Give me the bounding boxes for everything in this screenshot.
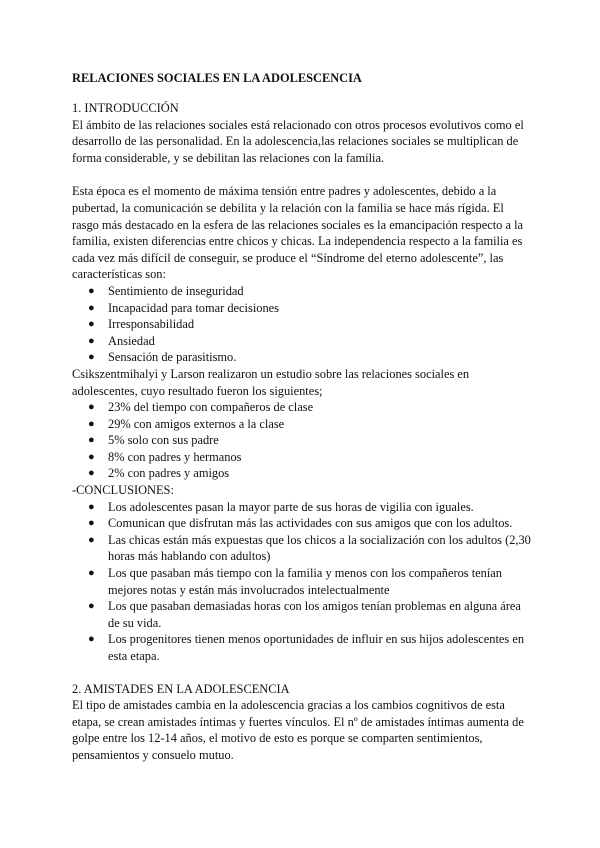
bullet-icon: ● bbox=[88, 284, 95, 297]
bullet-icon: ● bbox=[88, 450, 95, 463]
list-item bbox=[88, 532, 532, 565]
bullet-icon: ● bbox=[88, 467, 95, 480]
list-item bbox=[88, 499, 532, 516]
section-1-paragraph-2: Esta época es el momento de máxima tensión entre padres y adolescentes, debido a la pubertad, la comunicación se debilita y la relación con la familia se hace más rígida. El rasgo más destacado en la esfera de las relaciones sociales es la emancipación respecto a la familia, existen diferencias entre chicos y chicas. La independencia respecto a la familia es cada vez más difícil de conseguir, se produce el “Síndrome del eterno adolescente”, las características son: bbox=[72, 184, 524, 282]
list-item-text: Sensación de parasitismo. bbox=[108, 350, 237, 365]
list-item-text: Los que pasaban más tiempo con la familia y menos con los compañeros tenían mejores notas y están más involucrados intelectualmente bbox=[108, 566, 502, 597]
bullet-icon: ● bbox=[88, 334, 95, 347]
characteristics-list bbox=[72, 283, 532, 366]
section-2 bbox=[72, 681, 532, 764]
list-item-text: Los progenitores tienen menos oportunidades de influir en sus hijos adolescentes en esta etapa. bbox=[108, 632, 525, 663]
list-item bbox=[88, 465, 532, 482]
list-item bbox=[88, 416, 532, 433]
list-item-text: Ansiedad bbox=[108, 333, 155, 348]
list-item bbox=[88, 283, 532, 300]
bullet-icon: ● bbox=[88, 500, 95, 513]
list-item bbox=[88, 515, 532, 532]
list-item-text: Los adolescentes pasan la mayor parte de sus horas de vigilia con iguales. bbox=[108, 499, 474, 514]
list-item-text: 29% con amigos externos a la clase bbox=[108, 416, 285, 431]
list-item-text: 8% con padres y hermanos bbox=[108, 449, 242, 464]
list-item-text: 23% del tiempo con compañeros de clase bbox=[108, 400, 314, 415]
bullet-icon: ● bbox=[88, 600, 95, 613]
conclusions-label: -CONCLUSIONES: bbox=[72, 483, 174, 498]
list-item bbox=[88, 349, 532, 366]
document-body bbox=[72, 70, 532, 764]
bullet-icon: ● bbox=[88, 633, 95, 646]
list-item bbox=[88, 333, 532, 350]
list-item-text: Las chicas están más expuestas que los chicos a la socialización con los adultos (2,30 horas más hablando con adultos) bbox=[108, 532, 531, 564]
list-item-text: Los que pasaban demasiadas horas con los amigos tenían problemas en alguna área de su vida. bbox=[108, 599, 521, 630]
section-1-paragraph-1: El ámbito de las relaciones sociales está relacionado con otros procesos evolutivos como el desarrollo de las personalidad. En la adolescencia,las relaciones sociales se multiplican de forma considerable, y se debilitan las relaciones con la familia. bbox=[72, 117, 524, 165]
bullet-icon: ● bbox=[88, 318, 95, 331]
list-item bbox=[88, 449, 532, 466]
list-item-text: 5% solo con sus padre bbox=[108, 433, 219, 448]
list-item bbox=[88, 399, 532, 416]
section-2-heading: 2. AMISTADES EN LA ADOLESCENCIA bbox=[72, 681, 290, 696]
section-2-paragraph-1: El tipo de amistades cambia en la adolescencia gracias a los cambios cognitivos de esta etapa, se crean amistades íntimas y fuertes vínculos. El nº de amistades íntimas aumenta de golpe entre los 12-14 años, el motivo de esto es porque se comparten sentimientos, pensamientos y consuelo mutuo. bbox=[72, 698, 524, 762]
bullet-icon: ● bbox=[88, 533, 95, 546]
list-item bbox=[88, 631, 532, 664]
list-item bbox=[88, 300, 532, 317]
bullet-icon: ● bbox=[88, 567, 95, 580]
list-item bbox=[88, 565, 532, 598]
bullet-icon: ● bbox=[88, 301, 95, 314]
list-item bbox=[88, 432, 532, 449]
list-item bbox=[88, 598, 532, 631]
list-item-text: Comunican que disfrutan más las actividades con sus amigos que con los adultos. bbox=[108, 516, 513, 531]
list-item-text: Incapacidad para tomar decisiones bbox=[108, 300, 279, 315]
study-results-list bbox=[72, 399, 532, 482]
list-item-text: 2% con padres y amigos bbox=[108, 466, 230, 481]
bullet-icon: ● bbox=[88, 434, 95, 447]
bullet-icon: ● bbox=[88, 351, 95, 364]
list-item bbox=[88, 316, 532, 333]
section-1-heading: 1. INTRODUCCIÓN bbox=[72, 101, 179, 115]
section-1-paragraph-3: Csikszentmihalyi y Larson realizaron un estudio sobre las relaciones sociales en adolescentes, cuyo resultado fueron los siguientes; bbox=[72, 366, 470, 398]
bullet-icon: ● bbox=[88, 517, 95, 530]
bullet-icon: ● bbox=[88, 417, 95, 430]
conclusions-list bbox=[72, 499, 532, 665]
document-title: RELACIONES SOCIALES EN LA ADOLESCENCIA bbox=[72, 71, 362, 85]
list-item-text: Irresponsabilidad bbox=[108, 317, 195, 332]
list-item-text: Sentimiento de inseguridad bbox=[108, 283, 244, 298]
bullet-icon: ● bbox=[88, 401, 95, 414]
